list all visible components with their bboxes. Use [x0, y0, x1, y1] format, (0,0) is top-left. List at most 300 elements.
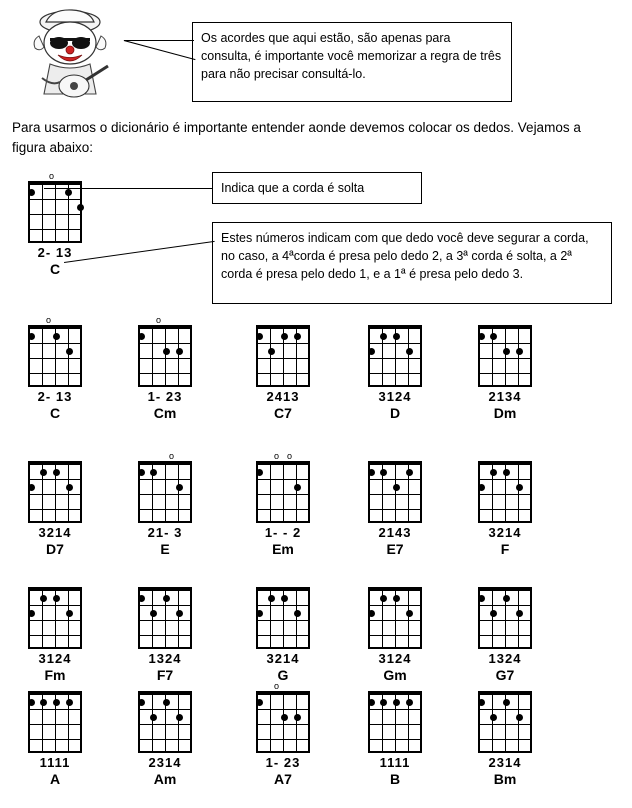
finger-dot: [490, 714, 497, 721]
open-string-row: [256, 578, 310, 587]
finger-dot: [66, 484, 73, 491]
string-line: [283, 465, 284, 521]
chord-fingering: 1111: [379, 755, 411, 770]
finger-dot: [516, 348, 523, 355]
chord-name: Am: [153, 771, 177, 787]
chord-name: F: [500, 541, 510, 557]
chord-diagram-f: [468, 452, 542, 557]
string-line: [518, 465, 519, 521]
finger-dot: [368, 610, 375, 617]
chord-diagram-fm: [18, 578, 92, 683]
finger-dot: [77, 204, 84, 211]
string-line: [408, 329, 409, 385]
fret-line: [140, 509, 190, 510]
callout-numeros-dedos-text: Estes números indicam com que dedo você deve segurar a corda, no caso, a 4ªcorda é presa pelo dedo 2, a 3ª corda é solta, a 2ª corda é presa pelo dedo 1, e a 1ª é presa pelo dedo 3.: [221, 231, 589, 282]
finger-dot: [40, 699, 47, 706]
callout-corda-solta-text: Indica que a corda é solta: [221, 180, 365, 195]
finger-dot: [393, 699, 400, 706]
fret-line: [480, 373, 530, 374]
string-line: [270, 695, 271, 751]
clown-image: [22, 6, 122, 106]
chord-diagram-e7: [358, 452, 432, 557]
fretboard: [28, 587, 82, 649]
fret-line: [258, 605, 308, 606]
open-string-row: [368, 452, 422, 461]
finger-dot: [66, 348, 73, 355]
fret-line: [30, 343, 80, 344]
chord-fingering: 3214: [488, 525, 522, 540]
string-line: [165, 329, 166, 385]
chord-name: Dm: [493, 405, 517, 421]
callout-consulta: [192, 22, 512, 102]
finger-dot: [163, 595, 170, 602]
string-line: [395, 465, 396, 521]
chord-grid-wrap: [138, 316, 192, 387]
finger-dot: [176, 484, 183, 491]
finger-dot: [490, 333, 497, 340]
chord-diagram-b: [358, 682, 432, 787]
chord-name: Cm: [153, 405, 177, 421]
chord-name: G: [277, 667, 289, 683]
chord-name: Em: [272, 541, 294, 557]
fretboard: [138, 587, 192, 649]
chord-diagram-gm: [358, 578, 432, 683]
string-line: [270, 465, 271, 521]
fret-line: [258, 373, 308, 374]
fret-line: [370, 343, 420, 344]
chord-fingering: 3214: [38, 525, 72, 540]
fretboard: [478, 691, 532, 753]
chord-diagram-em: [246, 452, 320, 557]
finger-dot: [478, 699, 485, 706]
fretboard: [368, 691, 422, 753]
chord-fingering: 2134: [488, 389, 522, 404]
fretboard: [28, 461, 82, 523]
chord-diagram-a: [18, 682, 92, 787]
chord-diagram-f7: [128, 578, 202, 683]
chord-grid-wrap: [28, 578, 82, 649]
callout-numeros-dedos: [212, 222, 612, 304]
fret-line: [480, 479, 530, 480]
finger-dot: [176, 714, 183, 721]
open-string-row: [28, 452, 82, 461]
chord-grid-wrap: [478, 578, 532, 649]
finger-dot: [150, 469, 157, 476]
fret-line: [370, 373, 420, 374]
chord-name: A7: [274, 771, 292, 787]
chord-fingering: 1324: [148, 651, 182, 666]
finger-dot: [53, 333, 60, 340]
open-string-row: [28, 316, 82, 325]
string-line: [492, 591, 493, 647]
finger-dot: [40, 595, 47, 602]
string-line: [152, 329, 153, 385]
open-string-icon: o: [273, 681, 279, 691]
finger-dot: [294, 333, 301, 340]
fret-line: [370, 620, 420, 621]
finger-dot: [66, 610, 73, 617]
finger-dot: [268, 348, 275, 355]
example-chord-grid-wrap: [28, 172, 82, 243]
finger-dot: [281, 595, 288, 602]
chord-name: Bm: [493, 771, 517, 787]
example-chord-fingers: 2- 13: [37, 245, 73, 260]
chord-diagram-g7: [468, 578, 542, 683]
finger-dot: [28, 333, 35, 340]
fret-line: [370, 494, 420, 495]
fretboard: [138, 691, 192, 753]
fretboard: [138, 461, 192, 523]
finger-dot: [294, 610, 301, 617]
fretboard: [368, 461, 422, 523]
fretboard: [478, 461, 532, 523]
chord-fingering: 2314: [148, 755, 182, 770]
fret-line: [480, 724, 530, 725]
chord-grid-wrap: [28, 316, 82, 387]
chord-name: E7: [386, 541, 404, 557]
chord-fingering: 2143: [378, 525, 412, 540]
fret-line: [140, 620, 190, 621]
fret-line: [30, 739, 80, 740]
finger-dot: [503, 699, 510, 706]
finger-dot: [380, 469, 387, 476]
fret-line: [258, 343, 308, 344]
fret-line: [30, 358, 80, 359]
open-string-row: [28, 682, 82, 691]
chord-diagram-a7: [246, 682, 320, 787]
fret-line: [480, 343, 530, 344]
open-string-row: [368, 316, 422, 325]
fret-line: [140, 373, 190, 374]
string-line: [492, 695, 493, 751]
fret-line: [140, 739, 190, 740]
chord-name: B: [389, 771, 401, 787]
open-string-row: [138, 316, 192, 325]
chord-fingering: 2413: [266, 389, 300, 404]
clown-illustration: [22, 6, 122, 106]
chord-fingering: 3214: [266, 651, 300, 666]
finger-dot: [406, 469, 413, 476]
chord-name: E: [160, 541, 170, 557]
chord-diagram-g: [246, 578, 320, 683]
fret-line: [258, 494, 308, 495]
example-open-row: [28, 172, 82, 181]
callout-consulta-text: Os acordes que aqui estão, são apenas para consulta, é importante você memorizar a regra de três para não precisar consultá-lo.: [201, 31, 502, 82]
fret-line: [30, 724, 80, 725]
chord-grid-wrap: [478, 682, 532, 753]
open-string-icon: o: [168, 451, 174, 461]
chord-diagram-am: [128, 682, 202, 787]
fretboard: [368, 325, 422, 387]
fret-line: [140, 709, 190, 710]
chord-grid-wrap: [28, 452, 82, 523]
finger-dot: [516, 610, 523, 617]
string-line: [296, 695, 297, 751]
finger-dot: [65, 189, 72, 196]
finger-dot: [503, 348, 510, 355]
finger-dot: [380, 699, 387, 706]
chord-fingering: 2- 13: [37, 389, 73, 404]
fret-line: [480, 739, 530, 740]
string-line: [518, 695, 519, 751]
finger-dot: [516, 484, 523, 491]
finger-dot: [368, 348, 375, 355]
finger-dot: [28, 610, 35, 617]
chord-grid-wrap: [138, 682, 192, 753]
example-chord-name: C: [49, 261, 61, 277]
chord-grid-wrap: [256, 452, 310, 523]
finger-dot: [150, 610, 157, 617]
open-string-row: [256, 682, 310, 691]
chord-fingering: 1- 23: [265, 755, 301, 770]
finger-dot: [380, 595, 387, 602]
chord-diagram-e: [128, 452, 202, 557]
fret-line: [480, 709, 530, 710]
fret-line: [140, 605, 190, 606]
string-line: [178, 591, 179, 647]
chord-name: Fm: [44, 667, 66, 683]
fret-line: [480, 358, 530, 359]
open-string-row: [478, 682, 532, 691]
chord-name: C: [49, 405, 61, 421]
chord-fingering: 2314: [488, 755, 522, 770]
chord-diagram-c7: [246, 316, 320, 421]
finger-dot: [28, 699, 35, 706]
fret-line: [140, 358, 190, 359]
finger-dot: [406, 699, 413, 706]
open-string-row: [138, 578, 192, 587]
chord-grid-wrap: [138, 578, 192, 649]
finger-dot: [256, 469, 263, 476]
fretboard: [256, 691, 310, 753]
string-line: [408, 591, 409, 647]
finger-dot: [380, 333, 387, 340]
string-line: [68, 591, 69, 647]
chord-fingering: 3124: [378, 651, 412, 666]
finger-dot: [256, 699, 263, 706]
fretboard: [478, 587, 532, 649]
open-string-row: [138, 452, 192, 461]
chord-name: C7: [274, 405, 292, 421]
string-line: [518, 591, 519, 647]
string-line: [68, 465, 69, 521]
finger-dot: [516, 714, 523, 721]
fretboard: [256, 587, 310, 649]
string-line: [270, 329, 271, 385]
fret-line: [140, 343, 190, 344]
finger-dot: [53, 469, 60, 476]
finger-dot: [503, 595, 510, 602]
chord-diagram-bm: [468, 682, 542, 787]
finger-dot: [294, 714, 301, 721]
finger-dot: [40, 469, 47, 476]
finger-dot: [176, 610, 183, 617]
finger-dot: [368, 469, 375, 476]
chord-fingering: 1111: [39, 755, 71, 770]
chord-grid-wrap: [28, 682, 82, 753]
finger-dot: [478, 333, 485, 340]
finger-dot: [150, 714, 157, 721]
fretboard: [256, 461, 310, 523]
chord-grid-wrap: [368, 578, 422, 649]
fret-line: [258, 724, 308, 725]
finger-dot: [176, 348, 183, 355]
finger-dot: [163, 699, 170, 706]
finger-dot: [393, 333, 400, 340]
open-string-row: [368, 578, 422, 587]
fret-line: [30, 494, 80, 495]
chord-grid-wrap: [478, 316, 532, 387]
string-line: [296, 591, 297, 647]
finger-dot: [138, 699, 145, 706]
chord-fingering: 3124: [378, 389, 412, 404]
finger-dot: [406, 610, 413, 617]
fret-line: [258, 709, 308, 710]
chord-fingering: 1- 23: [147, 389, 183, 404]
finger-dot: [368, 699, 375, 706]
fret-line: [140, 724, 190, 725]
open-string-icon: o: [45, 315, 51, 325]
string-line: [42, 329, 43, 385]
fret-line: [30, 635, 80, 636]
finger-dot: [256, 610, 263, 617]
fret-line: [258, 635, 308, 636]
chord-name: D7: [46, 541, 64, 557]
finger-dot: [28, 484, 35, 491]
finger-dot: [53, 595, 60, 602]
fretboard: [478, 325, 532, 387]
fret-line: [30, 709, 80, 710]
chord-grid-wrap: [478, 452, 532, 523]
string-line: [178, 695, 179, 751]
chord-diagram-c: [18, 316, 92, 421]
callout-consulta-leader: [124, 40, 194, 41]
open-string-icon: o: [48, 171, 54, 181]
finger-dot: [393, 595, 400, 602]
fret-line: [140, 494, 190, 495]
chord-diagram-dm: [468, 316, 542, 421]
fret-line: [140, 635, 190, 636]
fret-line: [370, 635, 420, 636]
finger-dot: [138, 333, 145, 340]
string-line: [518, 329, 519, 385]
chord-name: G7: [495, 667, 515, 683]
chord-diagram-d: [358, 316, 432, 421]
string-line: [165, 465, 166, 521]
chord-name: D: [389, 405, 401, 421]
chord-fingering: 21- 3: [147, 525, 183, 540]
fret-line: [30, 605, 80, 606]
finger-dot: [138, 595, 145, 602]
open-string-row: [138, 682, 192, 691]
string-line: [152, 695, 153, 751]
open-string-row: [478, 452, 532, 461]
chord-grid-wrap: [368, 682, 422, 753]
callout-corda-solta-leader: [44, 188, 212, 189]
chord-fingering: 3124: [38, 651, 72, 666]
finger-dot: [281, 333, 288, 340]
fret-line: [370, 479, 420, 480]
chord-grid-wrap: [256, 316, 310, 387]
finger-dot: [406, 348, 413, 355]
string-line: [178, 465, 179, 521]
finger-dot: [28, 189, 35, 196]
finger-dot: [478, 484, 485, 491]
finger-dot: [478, 595, 485, 602]
callout-corda-solta: [212, 172, 422, 204]
fret-line: [258, 509, 308, 510]
open-string-row: [256, 316, 310, 325]
fret-line: [480, 620, 530, 621]
chord-name: Gm: [383, 667, 407, 683]
chord-grid-wrap: [368, 452, 422, 523]
fretboard: [256, 325, 310, 387]
chord-name: A: [49, 771, 61, 787]
fret-line: [30, 620, 80, 621]
fret-line: [258, 358, 308, 359]
fret-line: [370, 724, 420, 725]
chord-diagram-cm: [128, 316, 202, 421]
open-string-row: [368, 682, 422, 691]
string-line: [296, 465, 297, 521]
fret-line: [30, 479, 80, 480]
fret-line: [370, 509, 420, 510]
finger-dot: [294, 484, 301, 491]
fret-line: [480, 494, 530, 495]
string-line: [68, 329, 69, 385]
fret-line: [258, 479, 308, 480]
open-string-icon: o: [155, 315, 161, 325]
fret-line: [140, 479, 190, 480]
fret-line: [480, 635, 530, 636]
chord-grid-wrap: [138, 452, 192, 523]
chord-diagram-d7: [18, 452, 92, 557]
fret-line: [480, 605, 530, 606]
fretboard: [368, 587, 422, 649]
finger-dot: [66, 699, 73, 706]
intro-paragraph: Para usarmos o dicionário é importante entender aonde devemos colocar os dedos. Vejamos a figura abaixo:: [12, 120, 581, 156]
open-string-row: [28, 578, 82, 587]
string-line: [152, 591, 153, 647]
example-chord-grid: [28, 181, 82, 243]
callout-consulta-leader2: [124, 40, 196, 60]
fretboard: [28, 691, 82, 753]
fret-line: [370, 605, 420, 606]
fretboard: [138, 325, 192, 387]
fretboard: [28, 325, 82, 387]
finger-dot: [53, 699, 60, 706]
fret-line: [370, 739, 420, 740]
open-string-row: [478, 316, 532, 325]
open-string-row: [478, 578, 532, 587]
string-line: [505, 329, 506, 385]
finger-dot: [268, 595, 275, 602]
chord-name: F7: [156, 667, 174, 683]
chord-fingering: 1- - 2: [264, 525, 302, 540]
fret-line: [258, 739, 308, 740]
finger-dot: [281, 714, 288, 721]
string-line: [178, 329, 179, 385]
fret-line: [30, 373, 80, 374]
finger-dot: [490, 610, 497, 617]
finger-dot: [256, 333, 263, 340]
finger-dot: [138, 469, 145, 476]
chord-grid-wrap: [256, 578, 310, 649]
finger-dot: [503, 469, 510, 476]
open-string-icon: o: [286, 451, 292, 461]
fret-line: [370, 358, 420, 359]
fret-line: [480, 509, 530, 510]
